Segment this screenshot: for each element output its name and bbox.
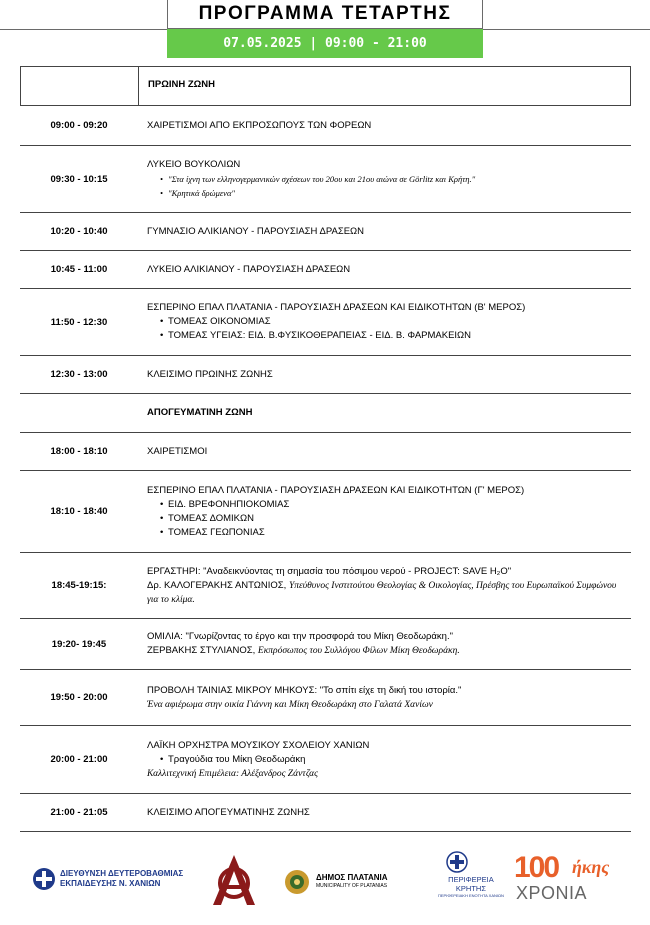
row-time: 11:50 - 12:30	[50, 316, 108, 328]
schedule-row	[20, 356, 631, 394]
bullet-list	[147, 315, 627, 343]
list-item: • ΤΟΜΕΑΣ ΓΕΩΠΟΝΙΑΣ	[160, 526, 627, 540]
schedule-row	[20, 146, 631, 213]
row-title: ΧΑΙΡΕΤΙΣΜΟΙ	[147, 445, 208, 457]
dde-line: ΔΙΕΥΘΥΝΣΗ ΔΕΥΤΕΡΟΒΑΘΜΙΑΣ	[60, 869, 184, 878]
row-time: 21:00 - 21:05	[50, 807, 108, 818]
schedule-row	[20, 553, 631, 619]
morning-zone-header	[20, 66, 631, 106]
dde-logo-text	[60, 869, 183, 889]
row-title: ΚΛΕΙΣΙΜΟ ΑΠΟΓΕΥΜΑΤΙΝΗΣ ΖΩΝΗΣ	[147, 806, 310, 818]
hellenic-emblem-icon	[446, 851, 468, 873]
row-time: 18:45-19:15:	[51, 580, 107, 591]
row-title: ΕΣΠΕΡΙΝΟ ΕΠΑΛ ΠΛΑΤΑΝΙΑ - ΠΑΡΟΥΣΙΑΣΗ ΔΡΑΣΕΩΝ ΚΑΙ ΕΙΔΙΚΟΤΗΤΩΝ (Β' ΜΕΡΟΣ)	[147, 302, 526, 313]
schedule-row	[20, 433, 631, 471]
perifereia-logo-text	[438, 875, 504, 898]
column-divider	[138, 67, 139, 105]
municipality-emblem-icon	[284, 869, 310, 895]
row-title: ΠΡΟΒΟΛΗ ΤΑΙΝΙΑΣ ΜΙΚΡΟΥ ΜΗΚΟΥΣ: "Το σπίτι είχε τη δική του ιστορία."	[147, 684, 462, 696]
date-banner	[167, 29, 483, 58]
row-title: ΧΑΙΡΕΤΙΣΜΟΙ ΑΠΟ ΕΚΠΡΟΣΩΠΟΥΣ ΤΩΝ ΦΟΡΕΩΝ	[147, 119, 372, 131]
list-item: • ΕΙΔ. ΒΡΕΦΟΝΗΠΙΟΚΟΜΙΑΣ	[160, 498, 627, 512]
dimos-line: MUNICIPALITY OF PLATANIAS	[316, 883, 388, 889]
row-title: ΕΣΠΕΡΙΝΟ ΕΠΑΛ ΠΛΑΤΑΝΙΑ - ΠΑΡΟΥΣΙΑΣΗ ΔΡΑΣΕΩΝ ΚΑΙ ΕΙΔΙΚΟΤΗΤΩΝ (Γ' ΜΕΡΟΣ)	[147, 484, 525, 496]
event-date-time: 07.05.2025 | 09:00 - 21:00	[223, 36, 427, 51]
perifereia-line: ΚΡΗΤΗΣ	[455, 884, 486, 893]
schedule-row	[20, 213, 631, 251]
dde-line: ΕΚΠΑΙΔΕΥΣΗΣ Ν. ΧΑΝΙΩΝ	[60, 879, 161, 888]
schedule-row	[20, 794, 631, 832]
schedule-row	[20, 726, 631, 794]
schedule-row	[20, 106, 631, 146]
anniversary-label: ΧΡΟΝΙΑ	[516, 883, 588, 903]
row-time: 19:50 - 20:00	[50, 692, 108, 703]
bullet-list	[147, 498, 627, 540]
anniversary-number: 100	[514, 851, 559, 884]
speaker-name: ΖΕΡΒΑΚΗΣ ΣΤΥΛΙΑΝΟΣ,	[147, 645, 256, 656]
list-item: • "Κρητικά δρώμενα"	[160, 186, 627, 200]
list-item: • ΤΟΜΕΑΣ ΟΙΚΟΝΟΜΙΑΣ	[160, 315, 627, 329]
schedule-row	[20, 251, 631, 289]
row-time: 10:20 - 10:40	[50, 226, 108, 237]
zone-label: ΠΡΩΙΝΗ ΖΩΝΗ	[148, 79, 215, 90]
row-title: ΓΥΜΝΑΣΙΟ ΑΛΙΚΙΑΝΟΥ - ΠΑΡΟΥΣΙΑΣΗ ΔΡΑΣΕΩΝ	[147, 225, 365, 237]
sponsor-logos	[0, 845, 650, 915]
row-time: 10:45 - 11:00	[50, 264, 108, 275]
dimos-logo-text	[316, 873, 388, 890]
list-item: • Τραγούδια του Μίκη Θεοδωράκη	[160, 753, 627, 767]
greek-flag-emblem-icon	[32, 867, 56, 891]
page-title: ΠΡΟΓΡΑΜΜΑ ΤΕΤΑΡΤΗΣ	[198, 3, 452, 24]
list-item: • "Στα ίχνη των ελληνογερμανικών σχέσεων του 20ου και 21ου αιώνα σε Görlitz και Κρήτη."	[160, 172, 627, 186]
schedule-row	[20, 289, 631, 356]
row-title: ΛΥΚΕΙΟ ΒΟΥΚΟΛΙΩΝ	[147, 159, 241, 170]
schedule-row	[20, 619, 631, 670]
row-title: ΕΡΓΑΣΤΗΡΙ: "Αναδεικνύοντας τη σημασία του πόσιμου νερού - PROJECT: SAVE H₂O"	[147, 565, 512, 577]
perifereia-line: ΠΕΡΙΦΕΡΕΙΑΚΗ ΕΝΟΤΗΤΑ ΧΑΝΙΩΝ	[438, 893, 504, 898]
speaker-role: Εκπρόσωπος του Συλλόγου Φίλων Μίκη Θεοδωράκη.	[257, 646, 460, 656]
schedule-row	[20, 670, 631, 726]
title-box	[167, 0, 483, 29]
bullet-list	[147, 753, 627, 767]
row-title: ΟΜΙΛΙΑ: "Γνωρίζοντας το έργο και την προσφορά του Μίκη Θεοδωράκη."	[147, 631, 453, 642]
row-time: 09:30 - 10:15	[50, 173, 108, 185]
school-monogram-logo-icon	[205, 851, 263, 909]
row-time: 09:00 - 09:20	[50, 120, 108, 131]
row-title: ΚΛΕΙΣΙΜΟ ΠΡΩΙΝΗΣ ΖΩΝΗΣ	[147, 368, 273, 380]
row-time: 18:00 - 18:10	[50, 446, 108, 457]
row-time: 19:20- 19:45	[51, 638, 107, 650]
afternoon-zone-header	[20, 394, 631, 433]
anniversary-logo	[514, 851, 634, 907]
anniversary-script: ήκης	[572, 857, 610, 877]
list-item: • ΤΟΜΕΑΣ ΔΟΜΙΚΩΝ	[160, 512, 627, 526]
schedule-row	[20, 471, 631, 553]
row-time: 12:30 - 13:00	[50, 369, 108, 380]
dimos-line: ΔΗΜΟΣ ΠΛΑΤΑΝΙΑ	[316, 873, 388, 882]
speaker-name: Δρ. ΚΑΛΟΓΕΡΑΚΗΣ ΑΝΤΩΝΙΟΣ,	[147, 579, 287, 591]
row-note: Ένα αφιέρωμα στην οικία Γιάννη και Μίκη Θεοδωράκη στο Γαλατά Χανίων	[147, 699, 433, 710]
row-note: Καλλιτεχνική Επιμέλεια: Αλέξανδρος Ζάντζας	[147, 768, 318, 779]
bullet-list	[147, 172, 627, 200]
perifereia-line: ΠΕΡΙΦΕΡΕΙΑ	[448, 875, 494, 884]
speaker-role: Υπεύθυνος Ινστιτούτου Θεολογίας & Οικολογίας, Πρέσβης του Ευρωπαϊκού Συμφώνου για το κλίμα.	[147, 580, 617, 605]
row-title: ΛΑΪΚΗ ΟΡΧΗΣΤΡΑ ΜΟΥΣΙΚΟΥ ΣΧΟΛΕΙΟΥ ΧΑΝΙΩΝ	[147, 739, 370, 751]
list-item: • ΤΟΜΕΑΣ ΥΓΕΙΑΣ: ΕΙΔ. Β.ΦΥΣΙΚΟΘΕΡΑΠΕΙΑΣ - ΕΙΔ. Β. ΦΑΡΜΑΚΕΙΩΝ	[160, 329, 627, 343]
zone-label: ΑΠΟΓΕΥΜΑΤΙΝΗ ΖΩΝΗ	[147, 407, 253, 418]
row-time: 18:10 - 18:40	[50, 506, 108, 517]
row-title: ΛΥΚΕΙΟ ΑΛΙΚΙΑΝΟΥ - ΠΑΡΟΥΣΙΑΣΗ ΔΡΑΣΕΩΝ	[147, 263, 351, 275]
row-time: 20:00 - 21:00	[50, 754, 108, 765]
